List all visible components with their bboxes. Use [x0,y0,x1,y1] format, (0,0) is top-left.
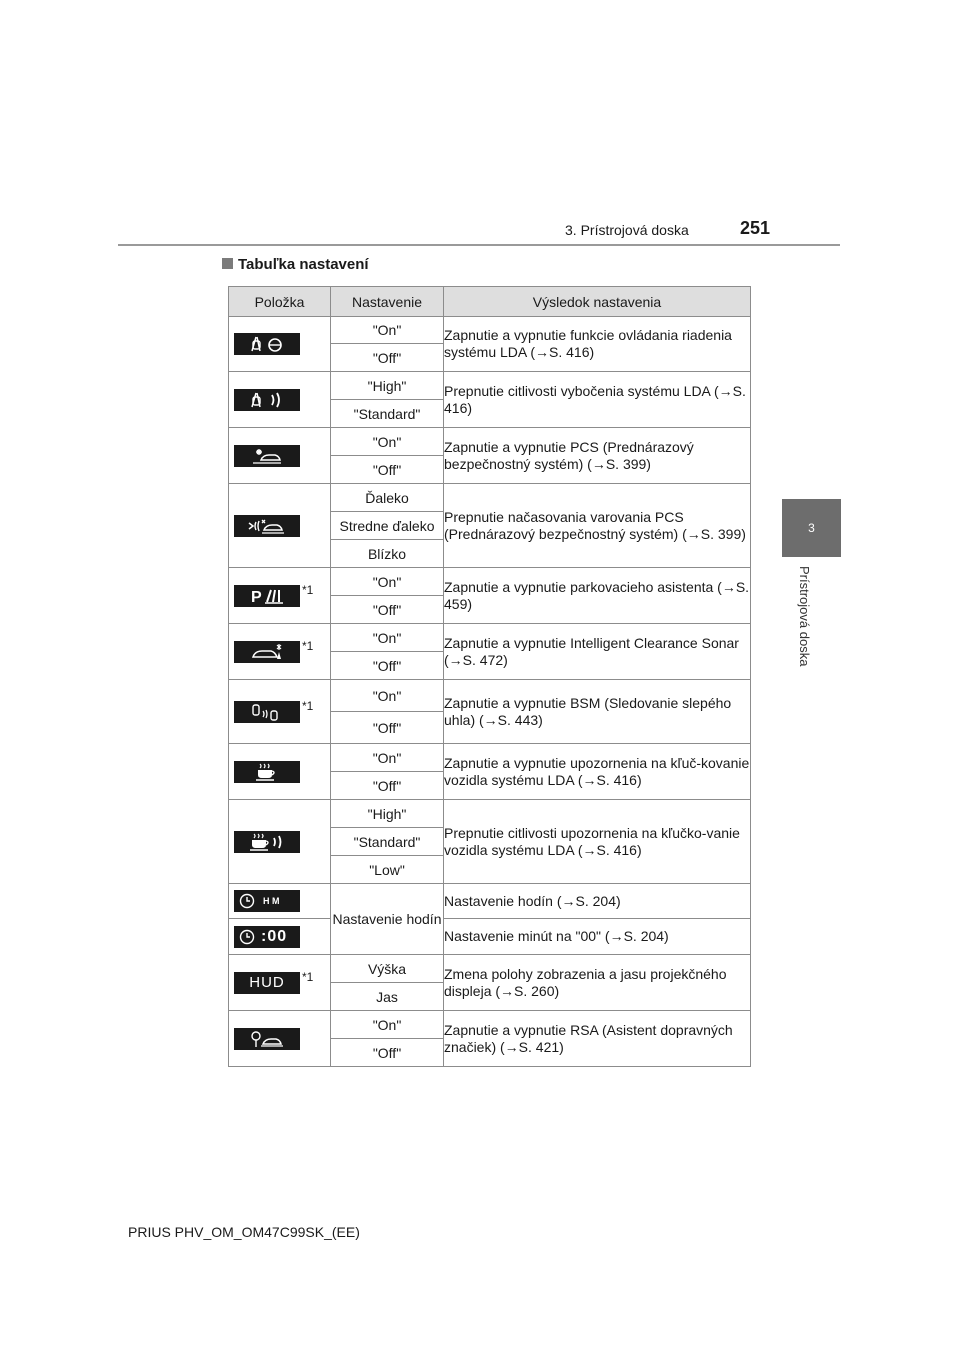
table-row [229,955,751,983]
setting-value: "On" [331,624,444,652]
icon-cell [229,919,331,955]
setting-value: "On" [331,744,444,772]
setting-value: "Off" [331,596,444,624]
setting-result: Nastavenie hodín (→S. 204) [444,884,751,919]
section-bullet-icon [222,258,233,269]
setting-value: "On" [331,568,444,596]
rsa-icon [234,1028,300,1050]
icon-cell [229,624,331,680]
clock-hours-minutes-icon: H M [234,890,300,912]
icon-cell [229,680,331,744]
setting-result: Nastavenie minút na "00" (→S. 204) [444,919,751,955]
setting-value: "High" [331,372,444,400]
icon-cell [229,955,331,1011]
table-row [229,428,751,456]
setting-value: Nastavenie hodín [331,884,444,955]
setting-value: "Off" [331,1039,444,1067]
parking-assist-icon [234,585,300,607]
sway-warning-icon [234,761,300,783]
setting-result: Prepnutie citlivosti upozornenia na kľučko-vanie vozidla systému LDA (→S. 416) [444,800,751,884]
chapter-tab: 3 [782,499,841,557]
setting-value: "On" [331,428,444,456]
setting-value: "Off" [331,652,444,680]
icon-cell [229,568,331,624]
setting-value: "Standard" [331,828,444,856]
clock-reset-icon: :00 [234,926,300,948]
footnote-mark: *1 [302,969,314,984]
footnote-mark: *1 [302,582,314,597]
lda-sensitivity-icon [234,389,300,411]
table-row [229,372,751,400]
icon-cell [229,317,331,372]
sway-sensitivity-icon [234,831,300,853]
setting-result: Prepnutie citlivosti vybočenia systému LDA (→S. 416) [444,372,751,428]
setting-value: Ďaleko [331,484,444,512]
footnote-mark: *1 [302,638,314,653]
setting-value: "Off" [331,712,444,744]
svg-text:P: P [251,588,262,605]
icon-cell [229,428,331,484]
table-row [229,568,751,596]
setting-value: "On" [331,1011,444,1039]
setting-value: "Off" [331,344,444,372]
icon-cell [229,1011,331,1067]
section-title: Tabuľka nastavení [222,256,369,273]
header-rule [118,244,840,246]
icon-cell [229,484,331,568]
page-header [565,218,775,242]
chapter-tab-label: Prístrojová doska [797,566,812,667]
setting-result: Prepnutie načasovania varovania PCS (Prednárazový bezpečnostný systém) (→S. 399) [444,484,751,568]
setting-value: "Standard" [331,400,444,428]
clearance-sonar-icon [234,641,300,663]
page-number: 251 [740,218,771,238]
lda-steering-control-icon [234,333,300,355]
pcs-warning-timing-icon [234,515,300,537]
table-row [229,919,751,955]
setting-result: Zapnutie a vypnutie upozornenia na kľuč-kovanie vozidla systému LDA (→S. 416) [444,744,751,800]
chapter-title: 3. Prístrojová doska [565,222,689,238]
table-row [229,624,751,652]
table-row [229,484,751,512]
table-row [229,884,751,919]
setting-result: Zapnutie a vypnutie PCS (Prednárazový bezpečnostný systém) (→S. 399) [444,428,751,484]
hud-icon: HUD [234,972,300,994]
setting-value: "High" [331,800,444,828]
setting-result: Zmena polohy zobrazenia a jasu projekčného displeja (→S. 260) [444,955,751,1011]
setting-value: Výška [331,955,444,983]
header-result: Výsledok nastavenia [444,287,751,317]
bsm-icon [234,701,300,723]
icon-cell [229,372,331,428]
setting-value: "Off" [331,772,444,800]
setting-result: Zapnutie a vypnutie RSA (Asistent dopravných značiek) (→S. 421) [444,1011,751,1067]
setting-value: "Off" [331,456,444,484]
setting-value: Stredne ďaleko [331,512,444,540]
footnote-mark: *1 [302,698,314,713]
table-row [229,317,751,344]
icon-cell [229,744,331,800]
setting-value: Jas [331,983,444,1011]
setting-result: Zapnutie a vypnutie parkovacieho asistenta (→S. 459) [444,568,751,624]
icon-cell [229,884,331,919]
setting-value: Blízko [331,540,444,568]
table-row [229,800,751,828]
setting-result: Zapnutie a vypnutie Intelligent Clearance Sonar (→S. 472) [444,624,751,680]
header-setting: Nastavenie [331,287,444,317]
setting-value: "Low" [331,856,444,884]
setting-result: Zapnutie a vypnutie BSM (Sledovanie slepého uhla) (→S. 443) [444,680,751,744]
pcs-icon [234,445,300,467]
icon-cell [229,800,331,884]
setting-value: "On" [331,680,444,712]
settings-table [228,286,751,1067]
header-item: Položka [229,287,331,317]
document-code: PRIUS PHV_OM_OM47C99SK_(EE) [128,1224,360,1240]
table-row [229,1011,751,1039]
setting-value: "On" [331,317,444,344]
setting-result: Zapnutie a vypnutie funkcie ovládania riadenia systému LDA (→S. 416) [444,317,751,372]
table-row [229,680,751,712]
table-row [229,744,751,772]
table-header-row [229,287,751,317]
